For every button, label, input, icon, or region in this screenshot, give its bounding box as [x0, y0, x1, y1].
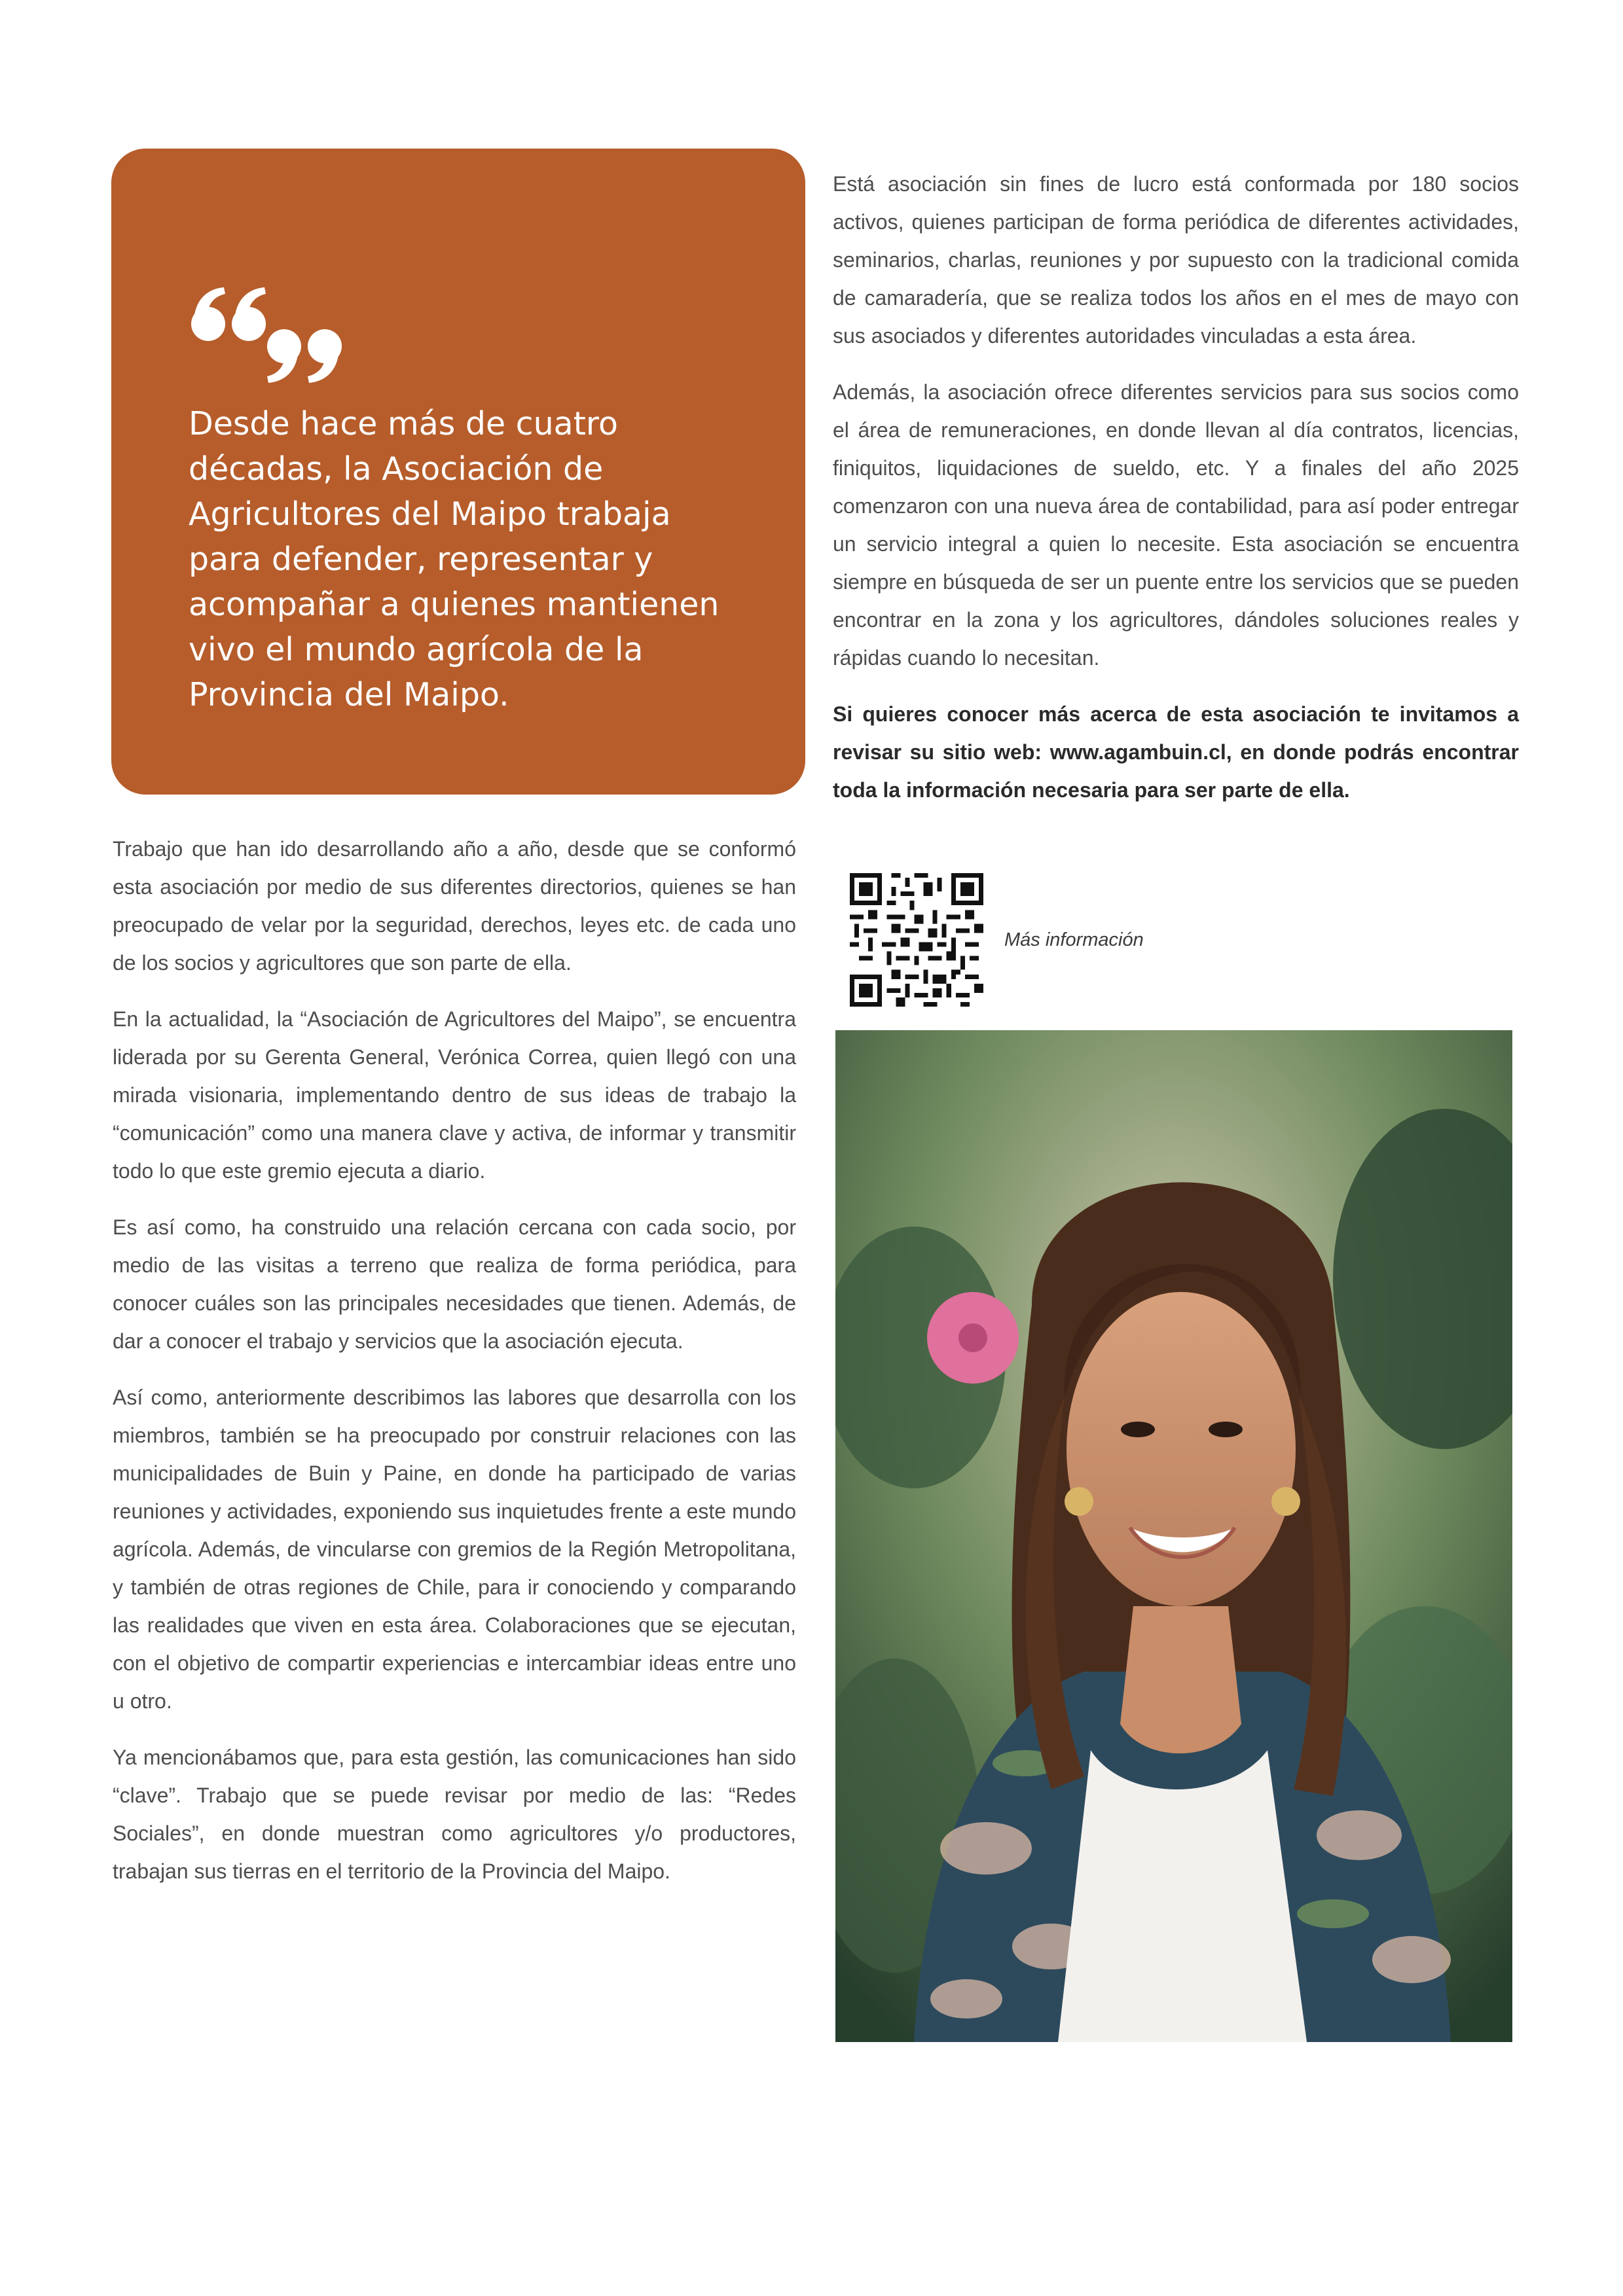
paragraph: Trabajo que han ido desarrollando año a año, desde que se conformó esta asociación por medio de sus diferentes directorios, quienes se han preocupado de velar por la seguridad, derechos, leyes etc. de cada uno de los socios y agricultores que son parte de ella. — [113, 837, 796, 975]
website-invitation: Si quieres conocer más acerca de esta asociación te invitamos a revisar su sitio web: www.agambuin.cl, en donde podrás encontrar toda la información necesaria para ser parte de ella. — [833, 702, 1519, 802]
quotation-marks-icon — [189, 286, 343, 384]
quote-box — [111, 149, 805, 795]
portrait-photo — [835, 1030, 1512, 2042]
qr-block[interactable] — [850, 873, 1144, 1007]
pull-quote: Desde hace más de cuatro décadas, la Asociación de Agricultores del Maipo trabaja para defender, representar y acompañar a quienes mantienen vivo el mundo agrícola de la Provincia del Maipo. — [189, 405, 720, 713]
paragraph: Así como, anteriormente describimos las labores que desarrolla con los miembros, también se ha preocupado por construir relaciones con las municipalidades de Buin y Paine, en donde ha participado de varias reuniones y actividades, exponiendo sus inquietudes frente a este mundo agrícola. Además, de vincularse con gremios de la Región Metropolitana, y también de otras regiones de Chile, para ir conociendo y comparando las realidades que viven en esta área. Colaboraciones que se ejecutan, con el objetivo de compartir experiencias e intercambiar ideas entre uno u otro. — [113, 1386, 796, 1713]
paragraph: Está asociación sin fines de lucro está conformada por 180 socios activos, quienes participan de forma periódica de diferentes actividades, seminarios, charlas, reuniones y por supuesto con la tradicional comida de camaradería, que se realiza todos los años en el mes de mayo con sus asociados y diferentes autoridades vinculadas a esta área. — [833, 172, 1519, 348]
left-column — [113, 830, 796, 1909]
paragraph: Además, la asociación ofrece diferentes servicios para sus socios como el área de remuneraciones, en donde llevan al día contratos, licencias, finiquitos, liquidaciones de sueldo, etc. Y a finales del año 2025 comenzaron con una nueva área de contabilidad, para así poder entregar un servicio integral a quien lo necesite. Esta asociación se encuentra siempre en búsqueda de ser un puente entre los servicios que se pueden encontrar en la zona y los agricultores, dándoles soluciones reales y rápidas cuando lo necesitan. — [833, 380, 1519, 670]
paragraph: En la actualidad, la “Asociación de Agricultores del Maipo”, se encuentra liderada por su Gerenta General, Verónica Correa, quien llegó con una mirada visionaria, implementando dentro de sus ideas de trabajo la “comunicación” como una manera clave y activa, de informar y transmitir todo lo que este gremio ejecuta a diario. — [113, 1007, 796, 1183]
right-column — [833, 165, 1519, 827]
portrait-illustration — [835, 1030, 1512, 2042]
paragraph: Ya mencionábamos que, para esta gestión, las comunicaciones han sido “clave”. Trabajo que se puede revisar por medio de las: “Redes Sociales”, en donde muestran como agricultores y/o productores, trabajan sus tierras en el territorio de la Provincia del Maipo. — [113, 1746, 796, 1883]
qr-code-icon[interactable] — [850, 873, 983, 1007]
paragraph: Es así como, ha construido una relación cercana con cada socio, por medio de las visitas a terreno que realiza de forma periódica, para conocer cuáles son las principales necesidades que tienen. Además, de dar a conocer el trabajo y servicios que la asociación ejecuta. — [113, 1215, 796, 1353]
qr-label: Más información — [1004, 929, 1144, 950]
